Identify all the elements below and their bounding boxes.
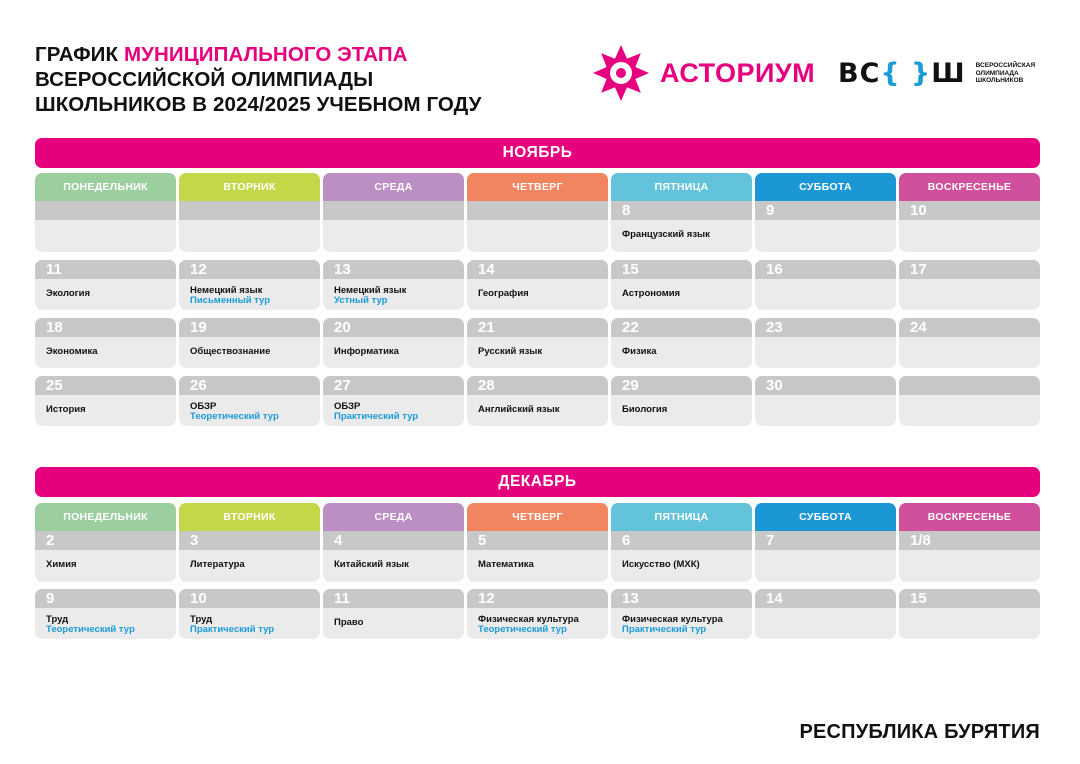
day-number: [323, 201, 464, 220]
november-day-cell: [467, 260, 608, 310]
november-day-cell: [899, 201, 1040, 252]
day-number: 4: [323, 531, 464, 550]
day-number: 13: [323, 260, 464, 279]
tour-type: Письменный тур: [190, 295, 271, 306]
subject-name: Немецкий язык: [334, 285, 407, 296]
december-weekday-6: ВОСКРЕСЕНЬЕ: [899, 503, 1040, 531]
olympiad-subject: [467, 550, 608, 570]
olympiad-subject: [611, 337, 752, 357]
title-line-1: [35, 42, 481, 67]
subject-name: Право: [334, 617, 364, 628]
olympiad-subject: [467, 608, 608, 635]
november-day-cell: [611, 260, 752, 310]
vsosh-sub-1: ВСЕРОССИЙСКАЯ: [975, 62, 1036, 70]
day-number: 10: [899, 201, 1040, 220]
december-day-cell: [323, 531, 464, 582]
day-number: 12: [179, 260, 320, 279]
december-weekday-0: ПОНЕДЕЛЬНИК: [35, 503, 176, 531]
day-number: 13: [611, 589, 752, 608]
page-title: [35, 42, 481, 117]
olympiad-subject: [179, 608, 320, 635]
december-day-cell: [755, 589, 896, 639]
december-day-cell: [755, 531, 896, 582]
day-number: [899, 376, 1040, 395]
december-day-cell: [899, 531, 1040, 582]
title-line-3: ШКОЛЬНИКОВ В 2024/2025 УЧЕБНОМ ГОДУ: [35, 93, 482, 116]
november-day-cell: [323, 260, 464, 310]
olympiad-subject: [323, 550, 464, 570]
day-number: 26: [179, 376, 320, 395]
november-day-cell: [467, 376, 608, 426]
day-number: 10: [179, 589, 320, 608]
december-day-cell: [179, 589, 320, 639]
day-number: 11: [35, 260, 176, 279]
vsosh-mark-brackets: { }: [880, 58, 932, 89]
tour-type: Устный тур: [334, 295, 388, 306]
subject-name: Труд: [190, 614, 213, 625]
november-day-cell: [179, 260, 320, 310]
subject-name: География: [478, 288, 529, 299]
day-number: 25: [35, 376, 176, 395]
olympiad-subject: [323, 608, 464, 628]
tour-type: Теоретический тур: [46, 624, 135, 635]
day-number: [467, 201, 608, 220]
olympiad-subject: [35, 395, 176, 415]
november-month-header: НОЯБРЬ: [35, 138, 1040, 168]
olympiad-subject: [179, 337, 320, 357]
november-weekday-4: ПЯТНИЦА: [611, 173, 752, 201]
december-weekday-5: СУББОТА: [755, 503, 896, 531]
tour-type: Практический тур: [334, 411, 419, 422]
olympiad-subject: [179, 395, 320, 422]
vsosh-mark: [838, 58, 966, 89]
vsosh-logo: [838, 58, 1035, 89]
day-number: 27: [323, 376, 464, 395]
december-day-cell: [899, 589, 1040, 639]
november-day-cell: [323, 318, 464, 368]
day-number: 12: [467, 589, 608, 608]
november-day-cell: [35, 376, 176, 426]
subject-name: Французский язык: [622, 229, 710, 240]
november-weekday-6: ВОСКРЕСЕНЬЕ: [899, 173, 1040, 201]
december-weekday-1: ВТОРНИК: [179, 503, 320, 531]
olympiad-subject: [467, 279, 608, 299]
astorium-wordmark: АСТОРИУМ: [660, 57, 816, 88]
november-day-cell: [755, 260, 896, 310]
subject-name: Обществознание: [190, 346, 271, 357]
day-number: 17: [899, 260, 1040, 279]
november-day-cell: [467, 201, 608, 252]
olympiad-subject: [35, 279, 176, 299]
day-number: 9: [755, 201, 896, 220]
subject-name: ОБЗР: [190, 401, 217, 412]
day-number: 2: [35, 531, 176, 550]
december-weekday-2: СРЕДА: [323, 503, 464, 531]
tour-type: Теоретический тур: [478, 624, 567, 635]
day-number: 24: [899, 318, 1040, 337]
december-day-cell: [467, 589, 608, 639]
olympiad-subject: [611, 279, 752, 299]
olympiad-subject: [35, 550, 176, 570]
vsosh-subtitle: [976, 62, 1036, 85]
title-accent: МУНИЦИПАЛЬНОГО ЭТАПА: [123, 43, 408, 66]
subject-name: Экология: [46, 288, 91, 299]
olympiad-subject: [611, 608, 752, 635]
title-line-2: ВСЕРОССИЙСКОЙ ОЛИМПИАДЫ: [35, 68, 374, 91]
november-weekday-1: ВТОРНИК: [179, 173, 320, 201]
subject-name: Труд: [46, 614, 69, 625]
olympiad-subject: [611, 550, 752, 570]
day-number: 21: [467, 318, 608, 337]
november-day-cell: [611, 376, 752, 426]
olympiad-subject: [467, 337, 608, 357]
tour-type: Теоретический тур: [190, 411, 279, 422]
subject-name: Искусство (МХК): [622, 559, 700, 570]
november-weekday-5: СУББОТА: [755, 173, 896, 201]
subject-name: Литература: [190, 559, 245, 570]
december-month-header: ДЕКАБРЬ: [35, 467, 1040, 497]
olympiad-subject: [179, 550, 320, 570]
day-number: 1/8: [899, 531, 1040, 550]
november-day-cell: [755, 201, 896, 252]
day-number: 20: [323, 318, 464, 337]
olympiad-subject: [323, 279, 464, 306]
astorium-flower-icon: [592, 44, 650, 102]
day-number: 5: [467, 531, 608, 550]
day-number: 14: [467, 260, 608, 279]
subject-name: Русский язык: [478, 346, 543, 357]
day-number: [35, 201, 176, 220]
region-label: РЕСПУБЛИКА БУРЯТИЯ: [799, 721, 1040, 743]
tour-type: Практический тур: [622, 624, 707, 635]
november-day-cell: [179, 376, 320, 426]
olympiad-subject: [35, 337, 176, 357]
olympiad-subject: [179, 279, 320, 306]
november-day-cell: [899, 260, 1040, 310]
olympiad-subject: [467, 395, 608, 415]
november-day-cell: [35, 201, 176, 252]
december-day-cell: [611, 531, 752, 582]
december-day-cell: [35, 531, 176, 582]
december-day-cell: [35, 589, 176, 639]
november-day-cell: [179, 318, 320, 368]
tour-type: Практический тур: [190, 624, 275, 635]
subject-name: Физическая культура: [478, 614, 579, 625]
subject-name: Физика: [622, 346, 657, 357]
day-number: 15: [611, 260, 752, 279]
day-number: 3: [179, 531, 320, 550]
november-day-cell: [35, 318, 176, 368]
day-number: 23: [755, 318, 896, 337]
november-day-cell: [467, 318, 608, 368]
december-day-cell: [323, 589, 464, 639]
day-number: 7: [755, 531, 896, 550]
day-number: 9: [35, 589, 176, 608]
astorium-logo: [592, 44, 815, 102]
olympiad-subject: [323, 337, 464, 357]
december-day-cell: [611, 589, 752, 639]
december-day-cell: [467, 531, 608, 582]
olympiad-subject: [323, 395, 464, 422]
day-number: 8: [611, 201, 752, 220]
november-day-cell: [323, 376, 464, 426]
olympiad-subject: [611, 220, 752, 240]
subject-name: ОБЗР: [334, 401, 361, 412]
day-number: 14: [755, 589, 896, 608]
day-number: [179, 201, 320, 220]
day-number: 30: [755, 376, 896, 395]
november-weekday-2: СРЕДА: [323, 173, 464, 201]
november-day-cell: [611, 201, 752, 252]
subject-name: Китайский язык: [334, 559, 409, 570]
december-day-cell: [179, 531, 320, 582]
subject-name: Математика: [478, 559, 534, 570]
vsosh-mark-a: ВС: [838, 58, 881, 89]
olympiad-subject: [35, 608, 176, 635]
subject-name: Химия: [46, 559, 77, 570]
day-number: 11: [323, 589, 464, 608]
title-plain: ГРАФИК: [35, 43, 119, 66]
subject-name: Экономика: [46, 346, 98, 357]
day-number: 28: [467, 376, 608, 395]
day-number: 16: [755, 260, 896, 279]
subject-name: Астрономия: [622, 288, 681, 299]
november-day-cell: [899, 318, 1040, 368]
subject-name: История: [46, 404, 86, 415]
november-day-cell: [35, 260, 176, 310]
november-day-cell: [323, 201, 464, 252]
day-number: 6: [611, 531, 752, 550]
november-day-cell: [899, 376, 1040, 426]
subject-name: Физическая культура: [622, 614, 723, 625]
day-number: 29: [611, 376, 752, 395]
day-number: 15: [899, 589, 1040, 608]
november-day-cell: [755, 318, 896, 368]
vsosh-sub-2: ОЛИМПИАДА: [975, 69, 1019, 77]
november-weekday-0: ПОНЕДЕЛЬНИК: [35, 173, 176, 201]
november-day-cell: [755, 376, 896, 426]
november-weekday-3: ЧЕТВЕРГ: [467, 173, 608, 201]
november-day-cell: [179, 201, 320, 252]
subject-name: Немецкий язык: [190, 285, 263, 296]
december-weekday-4: ПЯТНИЦА: [611, 503, 752, 531]
olympiad-subject: [611, 395, 752, 415]
subject-name: Биология: [622, 404, 668, 415]
day-number: 19: [179, 318, 320, 337]
november-day-cell: [611, 318, 752, 368]
day-number: 22: [611, 318, 752, 337]
vsosh-mark-b: Ш: [931, 58, 966, 89]
subject-name: Английский язык: [478, 404, 560, 415]
december-weekday-3: ЧЕТВЕРГ: [467, 503, 608, 531]
day-number: 18: [35, 318, 176, 337]
vsosh-sub-3: ШКОЛЬНИКОВ: [975, 77, 1024, 85]
subject-name: Информатика: [334, 346, 399, 357]
